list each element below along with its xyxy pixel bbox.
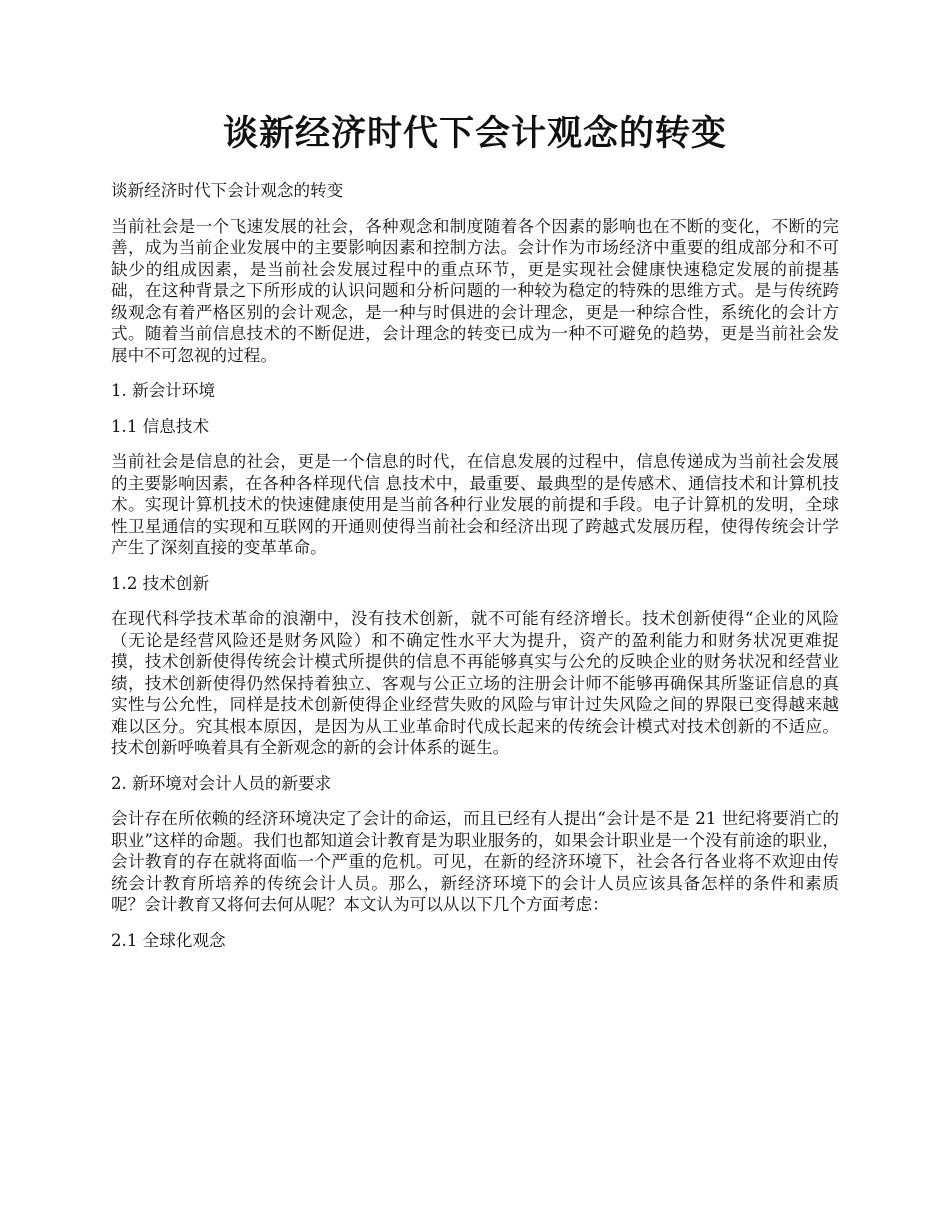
document-title: 谈新经济时代下会计观念的转变 <box>222 113 727 154</box>
section-1-2-paragraph: 在现代科学技术革命的浪潮中，没有技术创新，就不可能有经济增长。技术创新使得“企业的风险（无论是经营风险还是财务风险）和不确定性水平大为提升，资产的盈利能力和财务状况更难捉摸，技术创新使得传统会计模式所提供的信息不再能够真实与公允的反映企业的财务状况和经营业绩，技术创新使得仍然保持着独立、客观与公正立场的注册会计师不能够再确保其所鉴证信息的真实性与公允性，同样是技术创新使得企业经营失败的风险与审计过失风险之间的界限已变得越来越难以区分。究其根本原因，是因为从工业革命时代成长起来的传统会计模式对技术创新的不适应。技术创新呼唤着具有全新观念的新的会计体系的诞生。 <box>111 609 839 757</box>
section-1-1-heading: 1.1 信息技术 <box>111 416 210 436</box>
section-2-1-heading: 2.1 全球化观念 <box>111 930 226 950</box>
section-2-paragraph: 会计存在所依赖的经济环境决定了会计的命运，而且已经有人提出“会计是不是 21 世纪将要消亡的职业”这样的命题。我们也都知道会计教育是为职业服务的，如果会计职业是一个没有前途的职业，会计教育的存在就将面临一个严重的危机。可见，在新的经济环境下，社会各行各业将不欢迎由传统会计教育所培养的传统会计人员。那么，新经济环境下的会计人员应该具备怎样的条件和素质呢？会计教育又将何去何从呢？本文认为可以从以下几个方面考虑： <box>111 809 839 914</box>
section-1-2-heading: 1.2 技术创新 <box>111 573 210 593</box>
intro-paragraph: 当前社会是一个飞速发展的社会，各种观念和制度随着各个因素的影响也在不断的变化，不断的完善，成为当前企业发展中的主要影响因素和控制方法。会计作为市场经济中重要的组成部分和不可缺少的组成因素，是当前社会发展过程中的重点环节，更是实现社会健康快速稳定发展的前提基础，在这种背景之下所形成的认识问题和分析问题的一种较为稳定的特殊的思维方式。是与传统跨级观念有着严格区别的会计观念，是一种与时俱进的会计理念，更是一种综合性，系统化的会计方式。随着当前信息技术的不断促进，会计理念的转变已成为一种不可避免的趋势，更是当前社会发展中不可忽视的过程。 <box>111 216 839 365</box>
section-1-heading: 1. 新会计环境 <box>111 381 216 400</box>
document-subtitle: 谈新经济时代下会计观念的转变 <box>111 181 344 200</box>
section-2-heading: 2. 新环境对会计人员的新要求 <box>111 773 332 793</box>
section-1-1-paragraph: 当前社会是信息的社会，更是一个信息的时代，在信息发展的过程中，信息传递成为当前社会发展的主要影响因素，在各种各样现代信 息技术中，最重要、最典型的是传感术、通信技术和计算机技术。实现计算机技术的快速健康使用是当前各种行业发展的前提和手段。电子计算机的发明，全球性卫星通信的实现和互联网的开通则使得当前社会和经济出现了跨越式发展历程，使得传统会计学产生了深刻直接的变革革命。 <box>111 452 839 557</box>
